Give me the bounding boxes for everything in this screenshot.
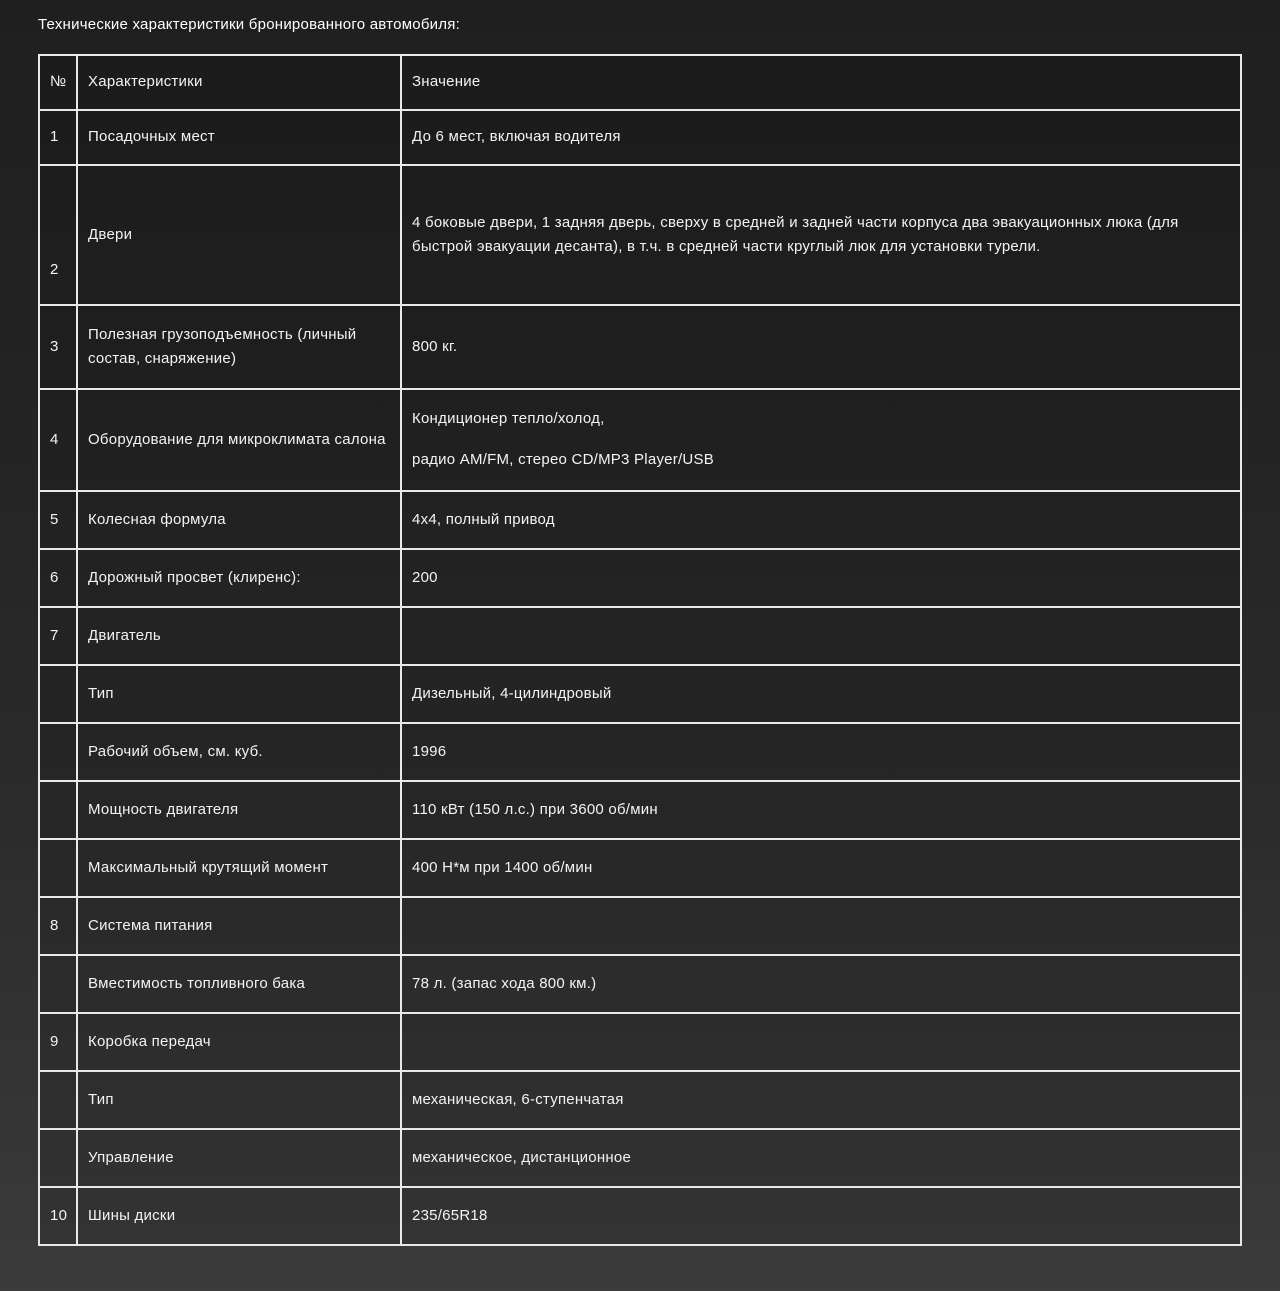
value-cell: До 6 мест, включая водителя bbox=[401, 110, 1241, 165]
characteristic-cell: Колесная формула bbox=[77, 491, 401, 549]
row-number-cell: 2 bbox=[39, 165, 77, 305]
page-title: Технические характеристики бронированного автомобиля: bbox=[38, 16, 461, 33]
characteristic-cell: Тип bbox=[77, 665, 401, 723]
row-number-cell: 10 bbox=[39, 1187, 77, 1245]
table-row bbox=[39, 305, 1241, 389]
table-row bbox=[39, 1071, 1241, 1129]
row-number-cell: 8 bbox=[39, 897, 77, 955]
row-number-cell bbox=[39, 1129, 77, 1187]
table-row bbox=[39, 1013, 1241, 1071]
characteristic-cell: Оборудование для микроклимата салона bbox=[77, 389, 401, 491]
table-row bbox=[39, 165, 1241, 305]
characteristic-cell: Максимальный крутящий момент bbox=[77, 839, 401, 897]
characteristic-cell: Дорожный просвет (клиренс): bbox=[77, 549, 401, 607]
characteristic-cell: Полезная грузоподъемность (личный состав, снаряжение) bbox=[77, 305, 401, 389]
characteristic-cell: Шины диски bbox=[77, 1187, 401, 1245]
characteristic-cell: Вместимость топливного бака bbox=[77, 955, 401, 1013]
characteristic-cell: Тип bbox=[77, 1071, 401, 1129]
specs-table-body bbox=[39, 110, 1241, 1245]
characteristic-cell: Двери bbox=[77, 165, 401, 305]
table-row bbox=[39, 781, 1241, 839]
row-number-cell: 3 bbox=[39, 305, 77, 389]
value-cell: 400 Н*м при 1400 об/мин bbox=[401, 839, 1241, 897]
value-cell: 235/65R18 bbox=[401, 1187, 1241, 1245]
value-cell: 1996 bbox=[401, 723, 1241, 781]
table-row bbox=[39, 955, 1241, 1013]
characteristic-cell: Двигатель bbox=[77, 607, 401, 665]
table-row bbox=[39, 1129, 1241, 1187]
row-number-cell bbox=[39, 955, 77, 1013]
table-row bbox=[39, 839, 1241, 897]
header-number-cell: № bbox=[39, 55, 77, 110]
header-value-cell: Значение bbox=[401, 55, 1241, 110]
value-cell: 800 кг. bbox=[401, 305, 1241, 389]
row-number-cell bbox=[39, 1071, 77, 1129]
characteristic-cell: Коробка передач bbox=[77, 1013, 401, 1071]
row-number-cell bbox=[39, 723, 77, 781]
table-row bbox=[39, 110, 1241, 165]
row-number-cell bbox=[39, 839, 77, 897]
value-cell: 78 л. (запас хода 800 км.) bbox=[401, 955, 1241, 1013]
row-number-cell: 7 bbox=[39, 607, 77, 665]
row-number-cell bbox=[39, 665, 77, 723]
row-number-cell: 9 bbox=[39, 1013, 77, 1071]
value-paragraph: Кондиционер тепло/холод, bbox=[412, 410, 605, 428]
characteristic-cell: Управление bbox=[77, 1129, 401, 1187]
value-cell bbox=[401, 897, 1241, 955]
value-cell: механическая, 6-ступенчатая bbox=[401, 1071, 1241, 1129]
value-cell: 4 боковые двери, 1 задняя дверь, сверху в средней и задней части корпуса два эвакуационных люка (для быстрой эвакуации десанта), в т.ч. в средней части круглый люк для установки турели. bbox=[401, 165, 1241, 305]
row-number-cell: 6 bbox=[39, 549, 77, 607]
characteristic-cell: Посадочных мест bbox=[77, 110, 401, 165]
table-row bbox=[39, 549, 1241, 607]
table-row bbox=[39, 665, 1241, 723]
value-cell: механическое, дистанционное bbox=[401, 1129, 1241, 1187]
header-characteristic-cell: Характеристики bbox=[77, 55, 401, 110]
table-row bbox=[39, 897, 1241, 955]
value-cell: 200 bbox=[401, 549, 1241, 607]
specs-table bbox=[38, 54, 1242, 1246]
value-cell: 110 кВт (150 л.с.) при 3600 об/мин bbox=[401, 781, 1241, 839]
table-row bbox=[39, 1187, 1241, 1245]
row-number-cell: 4 bbox=[39, 389, 77, 491]
value-cell bbox=[401, 607, 1241, 665]
value-cell bbox=[401, 389, 1241, 491]
value-cell bbox=[401, 1013, 1241, 1071]
table-row bbox=[39, 389, 1241, 491]
row-number-cell bbox=[39, 781, 77, 839]
value-cell: Дизельный, 4-цилиндровый bbox=[401, 665, 1241, 723]
table-row bbox=[39, 607, 1241, 665]
table-header-row bbox=[39, 55, 1241, 110]
table-row bbox=[39, 723, 1241, 781]
row-number-cell: 1 bbox=[39, 110, 77, 165]
table-row bbox=[39, 491, 1241, 549]
value-cell: 4х4, полный привод bbox=[401, 491, 1241, 549]
value-paragraph: радио AM/FM, стерео CD/MP3 Player/USB bbox=[412, 451, 714, 469]
characteristic-cell: Мощность двигателя bbox=[77, 781, 401, 839]
row-number-cell: 5 bbox=[39, 491, 77, 549]
characteristic-cell: Рабочий объем, см. куб. bbox=[77, 723, 401, 781]
characteristic-cell: Система питания bbox=[77, 897, 401, 955]
